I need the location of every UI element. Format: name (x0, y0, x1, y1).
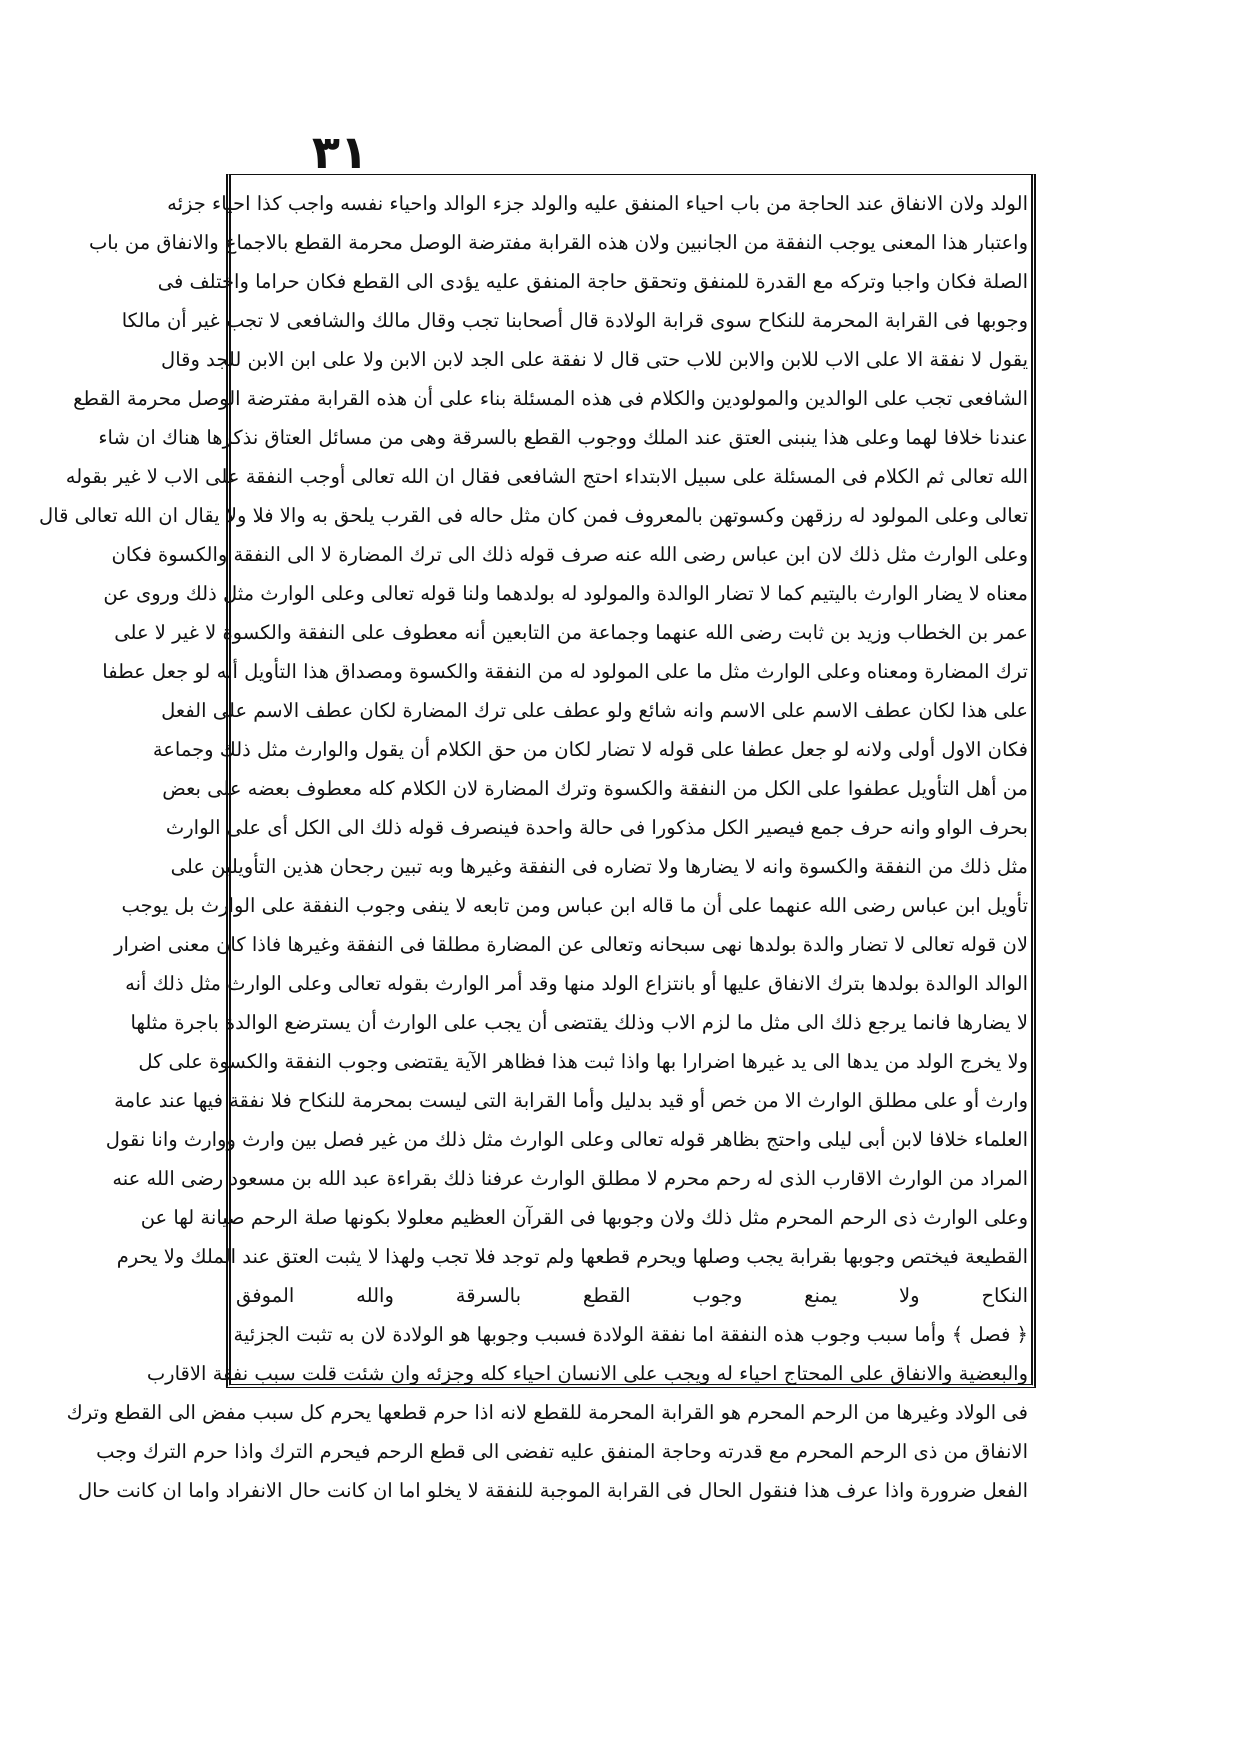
text-line: الله تعالى ثم الكلام فى المسئلة على سبيل الابتداء احتج الشافعى فقال ان الله تعالى أوجب النفقة على الاب لا غير بقوله (65, 465, 1028, 488)
section-heading-line: ﴿ فصل ﴾ وأما سبب وجوب هذه النفقة اما نفقة الولادة فسبب وجوبها هو الولادة لان به تثبت الجزئية (233, 1323, 1028, 1346)
text-body (39, 184, 1028, 1510)
text-line: يقول لا نفقة الا على الاب للابن والابن للاب حتى قال لا نفقة على الجد لابن الابن ولا على ابن الابن للجد وقال (161, 348, 1028, 371)
text-line: وجوبها فى القرابة المحرمة للنكاح سوى قرابة الولادة قال أصحابنا تجب وقال مالك والشافعى لا تجب غير أن مالكا (121, 309, 1028, 332)
text-line: مثل ذلك من النفقة والكسوة وانه لا يضارها ولا تضاره فى النفقة وغيرها وبه تبين رجحان هذين التأويلين على (170, 855, 1028, 878)
text-line: معناه لا يضار الوارث باليتيم كما لا تضار الوالدة والمولود له بولدهما ولنا قوله تعالى وعلى الوارث مثل ذلك وروى عن (103, 582, 1028, 605)
text-line: القطيعة فيختص وجوبها بقرابة يجب وصلها ويحرم قطعها ولم توجد فلا تجب ولهذا لا يثبت العتق عند الملك ولا يحرم (116, 1245, 1028, 1268)
text-line: عندنا خلافا لهما وعلى هذا ينبنى العتق عند الملك ووجوب القطع بالسرقة وهى من مسائل العتاق نذكرها هناك ان شاء (98, 426, 1028, 449)
text-line: الانفاق من ذى الرحم المحرم مع قدرته وحاجة المنفق عليه تفضى الى قطع الرحم فيحرم الترك واذا حرم الترك وجب (96, 1440, 1028, 1463)
text-line: فكان الاول أولى ولانه لو جعل عطفا على قوله لا تضار لكان من حق الكلام أن يقول والوارث مثل ذلك وجماعة (152, 738, 1028, 761)
text-line: فى الولاد وغيرها من الرحم المحرم هو القرابة المحرمة للقطع لانه اذا حرم قطعها يحرم كل سبب مفض الى القطع وترك (66, 1401, 1028, 1424)
text-line: بحرف الواو وانه حرف جمع فيصير الكل مذكورا فى حالة واحدة فينصرف قوله ذلك الى الكل أى على الوارث (165, 816, 1028, 839)
text-line: وارث أو على مطلق الوارث الا من خص أو قيد بدليل وأما القرابة التى ليست بمحرمة للنكاح فلا نفقة فيها عند عامة (114, 1089, 1028, 1112)
text-line: الفعل ضرورة واذا عرف هذا فنقول الحال فى القرابة الموجبة للنفقة لا يخلو اما ان كانت حال الانفراد واما ان كانت حال (78, 1479, 1028, 1502)
text-line: لا يضارها فانما يرجع ذلك الى مثل ما لزم الاب وذلك يقتضى أن يجب على الوارث أن يسترضع الوالدة باجرة مثلها (130, 1011, 1028, 1034)
text-line: النكاح ولا يمنع وجوب القطع بالسرقة والله الموفق (236, 1284, 1028, 1307)
text-line: واعتبار هذا المعنى يوجب النفقة من الجانبين ولان هذه القرابة مفترضة الوصل محرمة القطع بالاجماع والانفاق من باب (88, 231, 1028, 254)
text-line: عمر بن الخطاب وزيد بن ثابت رضى الله عنهما وجماعة من التابعين أنه معطوف على النفقة والكسوة لا غير لا على (114, 621, 1028, 644)
text-line: الولد ولان الانفاق عند الحاجة من باب احياء المنفق عليه والولد جزء الوالد واحياء نفسه واجب كذا احياء جزئه (167, 192, 1028, 215)
text-line: العلماء خلافا لابن أبى ليلى واحتج بظاهر قوله تعالى وعلى الوارث مثل ذلك من غير فصل بين وارث ووارث وانا نقول (105, 1128, 1028, 1151)
text-line: المراد من الوارث الاقارب الذى له رحم محرم لا مطلق الوارث عرفنا ذلك بقراءة عبد الله بن مسعود رضى الله عنه (112, 1167, 1028, 1190)
text-line: الشافعى تجب على الوالدين والمولودين والكلام فى هذه المسئلة بناء على أن هذه القرابة مفترضة الوصل محرمة القطع (73, 387, 1028, 410)
text-line: والبعضية والانفاق على المحتاج احياء له ويجب على الانسان احياء كله وجزئه وان شئت قلت سبب نفقة الاقارب (146, 1362, 1028, 1385)
text-line: الصلة فكان واجبا وتركه مع القدرة للمنفق وتحقق حاجة المنفق عليه يؤدى الى القطع فكان حراما واختلف فى (157, 270, 1028, 293)
text-line: وعلى الوارث ذى الرحم المحرم مثل ذلك ولان وجوبها فى القرآن العظيم معلولا بكونها صلة الرحم صيانة لها عن (140, 1206, 1028, 1229)
text-line: تأويل ابن عباس رضى الله عنهما على أن ما قاله ابن عباس ومن تابعه لا ينفى وجوب النفقة على الوارث بل يوجب (121, 894, 1028, 917)
text-line: على هذا لكان عطف الاسم على الاسم وانه شائع ولو عطف على ترك المضارة لكان عطف الاسم على الفعل (161, 699, 1028, 722)
text-line: وعلى الوارث مثل ذلك لان ابن عباس رضى الله عنه صرف قوله ذلك الى ترك المضارة لا الى النفقة والكسوة فكان (111, 543, 1028, 566)
text-line: الوالد الوالدة بولدها بترك الانفاق عليها أو بانتزاع الولد منها وقد أمر الوارث بقوله تعالى وعلى الوارث مثل ذلك أنه (125, 972, 1028, 995)
text-line: تعالى وعلى المولود له رزقهن وكسوتهن بالمعروف فمن كان مثل حاله فى القرب يلحق به والا فلا ولا يقال ان الله تعالى قال (39, 504, 1028, 527)
text-line: لان قوله تعالى لا تضار والدة بولدها نهى سبحانه وتعالى عن المضارة مطلقا فى النفقة وغيرها فاذا كان معنى اضرار (114, 933, 1028, 956)
text-line: ترك المضارة ومعناه وعلى الوارث مثل ما على المولود له من النفقة والكسوة ومصداق هذا التأويل أنه لو جعل عطفا (102, 660, 1028, 683)
page-number: ٣١ (311, 125, 369, 179)
text-line: من أهل التأويل عطفوا على الكل من النفقة والكسوة وترك المضارة لان الكلام كله معطوف بعضه على بعض (162, 777, 1028, 800)
text-line: ولا يخرج الولد من يدها الى يد غيرها اضرارا بها واذا ثبت هذا فظاهر الآية يقتضى وجوب النفقة والكسوة على كل (138, 1050, 1028, 1073)
